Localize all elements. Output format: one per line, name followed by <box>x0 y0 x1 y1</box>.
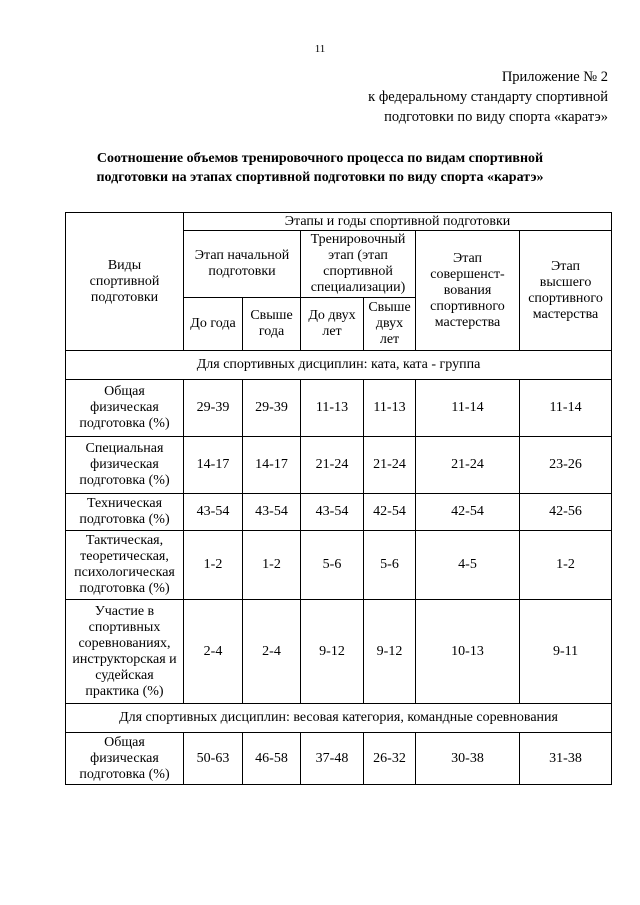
cell-line: физическая <box>90 750 159 766</box>
table-row <box>66 494 612 531</box>
value-cell: 29-39 <box>243 380 301 437</box>
section-row <box>66 704 612 733</box>
header-training-stage <box>301 231 416 298</box>
value-cell: 42-54 <box>416 494 520 531</box>
table-row <box>66 733 612 785</box>
cell-line: спортивного <box>528 290 603 306</box>
row-label <box>66 531 184 600</box>
cell-line: мастерства <box>434 314 501 330</box>
header-kinds <box>66 213 184 351</box>
value-cell: 42-56 <box>520 494 612 531</box>
cell-line: Тренировочный <box>310 232 406 247</box>
header-improvement-stage <box>416 231 520 351</box>
value-cell: 23-26 <box>520 437 612 494</box>
value-cell: 43-54 <box>243 494 301 531</box>
value-cell: 11-13 <box>301 380 364 437</box>
header-initial-stage <box>184 231 301 298</box>
cell-line: психологическая <box>74 565 175 580</box>
row-label <box>66 494 184 531</box>
value-cell: 1-2 <box>184 531 243 600</box>
value-cell: 5-6 <box>364 531 416 600</box>
row-label <box>66 600 184 704</box>
header-stages-years: Этапы и годы спортивной подготовки <box>184 213 612 231</box>
value-cell: 50-63 <box>184 733 243 785</box>
cell-line: подготовка (%) <box>79 416 170 431</box>
value-cell: 2-4 <box>243 600 301 704</box>
cell-line: теоретическая, <box>80 549 169 564</box>
table-row <box>66 531 612 600</box>
cell-line: Этап начальной <box>194 248 290 263</box>
value-cell: 21-24 <box>301 437 364 494</box>
value-cell: 9-12 <box>364 600 416 704</box>
value-cell: 37-48 <box>301 733 364 785</box>
cell-line: судейская <box>95 667 154 683</box>
cell-line: подготовка (%) <box>79 581 170 596</box>
table-row <box>66 437 612 494</box>
header-over-year <box>243 298 301 351</box>
value-cell: 11-14 <box>416 380 520 437</box>
cell-line: До года <box>190 316 236 331</box>
cell-line: Тактическая, <box>85 533 164 548</box>
value-cell: 46-58 <box>243 733 301 785</box>
cell-line: специализации) <box>310 280 406 295</box>
header-over-two-years <box>364 298 416 351</box>
cell-line: Этап <box>452 250 483 266</box>
value-cell: 10-13 <box>416 600 520 704</box>
cell-line: практика (%) <box>85 683 164 699</box>
value-cell: 9-11 <box>520 600 612 704</box>
row-label <box>66 733 184 785</box>
header-higher-stage <box>520 231 612 351</box>
cell-line: мастерства <box>532 306 599 322</box>
value-cell: 1-2 <box>243 531 301 600</box>
cell-line: подготовки <box>208 264 276 279</box>
section-title: Для спортивных дисциплин: ката, ката - группа <box>66 351 612 380</box>
value-cell: 5-6 <box>301 531 364 600</box>
cell-line: этап (этап <box>328 248 388 263</box>
appendix-note <box>368 67 608 127</box>
cell-line: вования <box>443 282 492 298</box>
value-cell: 31-38 <box>520 733 612 785</box>
cell-line: физическая <box>90 400 159 415</box>
cell-line: двух <box>375 316 404 331</box>
cell-line: инструкторская и <box>72 651 177 667</box>
title-line: Соотношение объемов тренировочного процесса по видам спортивной <box>96 151 544 166</box>
cell-line: подготовка (%) <box>79 512 170 527</box>
value-cell: 26-32 <box>364 733 416 785</box>
cell-line: Этап <box>550 258 581 274</box>
cell-line: спортивной <box>323 264 393 279</box>
row-label <box>66 437 184 494</box>
cell-line: совершенст- <box>430 266 505 282</box>
cell-line: подготовка (%) <box>79 766 170 782</box>
appendix-line: подготовки по виду спорта «каратэ» <box>384 109 608 125</box>
cell-line: спортивных <box>88 619 161 635</box>
cell-line: подготовка (%) <box>79 473 170 488</box>
value-cell: 1-2 <box>520 531 612 600</box>
cell-line: соревнованиях, <box>78 635 171 651</box>
section-row <box>66 351 612 380</box>
value-cell: 30-38 <box>416 733 520 785</box>
row-label <box>66 380 184 437</box>
value-cell: 29-39 <box>184 380 243 437</box>
training-ratio-table <box>65 212 612 785</box>
header-up-to-year <box>184 298 243 351</box>
cell-line: Специальная <box>85 441 164 456</box>
value-cell: 9-12 <box>301 600 364 704</box>
appendix-line: к федеральному стандарту спортивной <box>368 89 608 105</box>
cell-line: года <box>258 324 285 339</box>
cell-line: Свыше <box>368 300 411 315</box>
cell-line: Виды <box>107 257 142 273</box>
header-up-to-two-years <box>301 298 364 351</box>
value-cell: 43-54 <box>301 494 364 531</box>
cell-line: физическая <box>90 457 159 472</box>
section-title: Для спортивных дисциплин: весовая категория, командные соревнования <box>66 704 612 733</box>
cell-line: подготовки <box>90 289 159 305</box>
page-number: 11 <box>314 43 326 55</box>
cell-line: лет <box>379 332 400 347</box>
value-cell: 43-54 <box>184 494 243 531</box>
appendix-line: Приложение № 2 <box>501 69 608 85</box>
value-cell: 4-5 <box>416 531 520 600</box>
value-cell: 21-24 <box>416 437 520 494</box>
value-cell: 2-4 <box>184 600 243 704</box>
cell-line: лет <box>322 324 342 339</box>
table-row <box>66 380 612 437</box>
cell-line: Общая <box>104 734 145 750</box>
cell-line: высшего <box>539 274 592 290</box>
table-row <box>66 600 612 704</box>
cell-line: Участие в <box>94 603 155 619</box>
value-cell: 14-17 <box>184 437 243 494</box>
value-cell: 11-14 <box>520 380 612 437</box>
value-cell: 14-17 <box>243 437 301 494</box>
value-cell: 42-54 <box>364 494 416 531</box>
value-cell: 21-24 <box>364 437 416 494</box>
document-title <box>40 149 600 187</box>
cell-line: До двух <box>308 308 356 323</box>
cell-line: Техническая <box>86 496 163 511</box>
cell-line: Общая <box>104 384 145 399</box>
cell-line: спортивной <box>89 273 160 289</box>
cell-line: Свыше <box>250 308 293 323</box>
value-cell: 11-13 <box>364 380 416 437</box>
cell-line: спортивного <box>430 298 505 314</box>
title-line: подготовки на этапах спортивной подготовки по виду спорта «каратэ» <box>96 170 544 185</box>
